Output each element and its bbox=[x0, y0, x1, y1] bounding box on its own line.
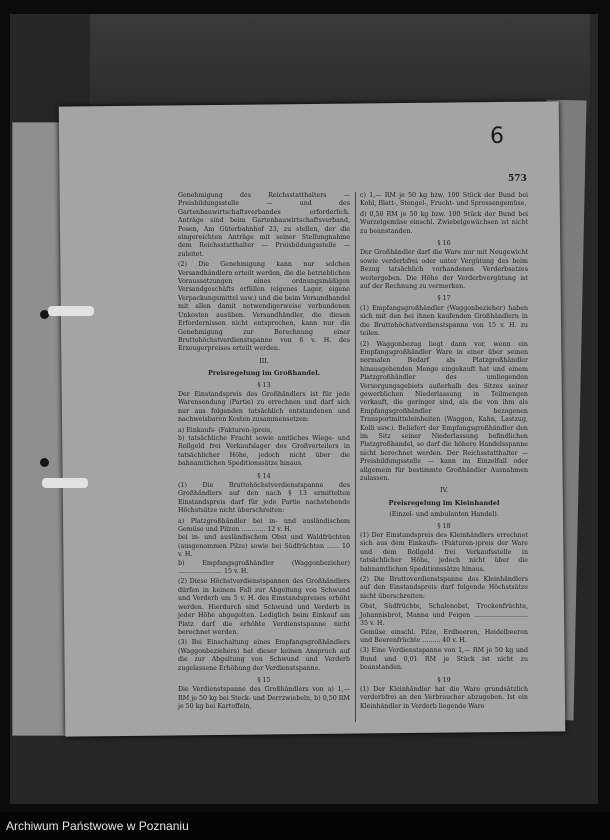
column-divider bbox=[355, 192, 356, 722]
right-column bbox=[360, 192, 528, 713]
paragraph-heading: § 17 bbox=[437, 294, 451, 303]
list bbox=[360, 603, 528, 645]
paragraph-heading: § 13 bbox=[257, 380, 271, 389]
paragraph-heading: § 18 bbox=[437, 521, 451, 530]
section-subtitle: (Einzel- und ambulanten Handel). bbox=[389, 510, 499, 519]
paragraph: (2) Diese Höchstverdienstspannen des Großhändlers dürfen in keinem Fall zur Abgeltung von Schwund und Verderb um 5 v. H. des Einstandspreises erhöht werden. Hierdurch sind Schwund und Verderb in jeder Höhe abgegolten. Lediglich beim Einkauf am Platz darf die erhöhte Verdienstspanne nicht berechnet werden. bbox=[178, 578, 350, 636]
paragraph: c) 1,— RM je 50 kg bzw. 100 Stück der Bund bei Kohl, Blatt-, Stengel-, Frucht- und Sprossengemüse, bbox=[360, 192, 528, 208]
paragraph: Die Verdienstspanne des Großhändlers von a) 1,— RM je 50 kg bei Steck- und Derrzwiebeln, b) 0,50 RM je 50 kg bei Kartoffeln, bbox=[178, 686, 350, 711]
paragraph-heading: § 14 bbox=[257, 471, 271, 480]
list-item: a) Einkaufs- (Fakturen-)preis, bbox=[178, 426, 273, 434]
archive-credit: Archiwum Państwowe w Poznaniu bbox=[6, 819, 189, 833]
paragraph: Der Großhändler darf die Ware nur mit Neugewicht sowie verderbfrei oder unter Vergütung des beim Bezug tatsächlich vorhandenen Verderbsatzes weitergeben. Die Höhe der Verderbvergütung ist auf der Rechnung zu vermerken. bbox=[360, 249, 528, 291]
archive-footer bbox=[0, 812, 610, 840]
left-column bbox=[178, 192, 350, 714]
paragraph: (2) Waggonbezug liegt dann vor, wenn ein Empfangsgroßhändler Ware in einer über seinen normalen Bedarf als Platzgroßhändler hinausgehenden Menge eingekauft hat und einem Platzgroßhändler des umliegenden Versorgungsgebiets außerhalb des Sitzes seiner gewerblichen Niederlassung in Teilmengen verkauft, die geringer sind, als die von ihm als Empfangsgroßhändler bezogenen Transportmitteleinheiten (Waggon, Kahn, Lastzug, Kolli usw.). Beliefert der Empfangsgroßhändler den im Sitz seiner Niederlassung befindlichen Platzgroßhandel, so darf die höhere Handelsspanne nicht berechnet werden. Der Reichsstatthalter — Preisbildungsstelle — kann im Einzelfall oder allgemein für bestimmte Großhändler Ausnahmen zulassen. bbox=[360, 340, 528, 482]
paragraph: Der Einstandspreis des Großhändlers ist für jede Warensendung (Partie) zu errechnen und darf sich nur aus folgenden tatsächlich entstandenen und nachweisbaren Kosten zusammensetzen: bbox=[178, 390, 350, 424]
binder-hole-icon bbox=[40, 458, 49, 467]
paragraph-heading: § 15 bbox=[257, 675, 271, 684]
list bbox=[178, 427, 350, 469]
paragraph: (3) Eine Verdienstspanne von 1,— RM je 50 kg und Bund und 0,01 RM je Stück ist nicht zu beanstanden. bbox=[360, 647, 528, 672]
paragraph: (2) Die Genehmigung kann nur solchen Versandhändlern erteilt werden, die die betrieblichen Voraussetzungen eines ordnungsmäßigen Versandgeschäfts erfüllen (eigenes Lager, eigene Verpackungsmittel usw.) und die beim Versandhandel mit allen damit notwendigerweise verbundenen Unkosten ausüben. Versandhändler, die diesen Erfordernissen nicht entsprechen, kann nur die Genehmigung zur Berechnung einer Bruttohöchstverdienstspanne von 6 v. H. des Erzeugerpreises erteilt werden. bbox=[178, 261, 350, 353]
paragraph: Genehmigung des Reichsstatthalters — Preisbildungsstelle — und des Gartenbauwirtschaftsverbandes erforderlich. Anträge sind beim Gartenbauwirtschaftsverband, Posen, Am Güterbahnhof 23, zu stellen, der die eingereichten Anträge mit seiner Stellungnahme dem Reichsstatthalter — Preisbildungsstelle — zuleitet. bbox=[178, 192, 350, 258]
list-item: Gemüse einschl. Pilze, Erdbeeren, Heidelbeeren und Beerenfrüchte ......... 40 v. H. bbox=[360, 628, 528, 644]
binder-clip-bottom-icon bbox=[42, 478, 88, 488]
list bbox=[178, 518, 350, 577]
paragraph: (1) Der Kleinhändler hat die Ware grundsätzlich verderbfrei an den Verbraucher abzugeben. Ist ein Kleinhändler in Verderb liegende Ware bbox=[360, 685, 528, 710]
list-item: Obst, Südfrüchte, Schalenobst, Trockenfrüchte, Johannisbrot, Manna und Feigen ........................... 35 v. H. bbox=[360, 603, 528, 628]
section-number: III. bbox=[259, 356, 269, 365]
paragraph: (1) Empfangsgroßhändler (Waggonbezieher) haben sich mit den bei ihnen kaufenden Großhändlern in die Bruttohöchstverdienstspanne von 15 v. H. zu teilen. bbox=[360, 304, 528, 338]
paragraph: (1) Der Einstandspreis des Kleinhändlers errechnet sich aus dem Einkaufs- (Fakturen-)preis der Ware und dem Rollgeld frei Verkaufsstelle in tatsächlicher Höhe, jedoch nicht über die bahnamtlichen Speditionssätze hinaus. bbox=[360, 532, 528, 573]
section-number: IV. bbox=[439, 486, 449, 495]
list-item: a) Platzgroßhändler bei in- und ausländischem Gemüse und Pilzen ............ 12 v. H. bbox=[178, 517, 350, 534]
binder-clip-top-icon bbox=[48, 306, 94, 316]
paragraph: (1) Die Bruttohöchstverdienstspanne des Großhändlers auf den nach § 13 ermittelten Einstandspreis darf für jede Partie nachstehende Höchstsätze nicht überschreiten: bbox=[178, 482, 350, 515]
page-number: 573 bbox=[508, 174, 527, 184]
section-title: Preisregelung im Kleinhandel bbox=[388, 498, 500, 507]
list-item: b) tatsächliche Fracht sowie amtliches Wiege- und Rollgeld frei Verkaufslager des Großverteilers in tatsächlicher Höhe, jedoch nicht über die bahnamtlichen Speditionssätze hinaus. bbox=[178, 434, 350, 468]
paragraph: d) 0,50 RM je 50 kg bzw. 100 Stück der Bund bei Wurzelgemüse einschl. Zwiebelgewächsen ist nicht zu beanstanden. bbox=[360, 210, 528, 235]
paragraph-heading: § 16 bbox=[437, 239, 451, 248]
handwritten-page-mark: 6 bbox=[490, 124, 504, 149]
list-item: b) Empfangsgroßhändler (Waggonbezieher) ...................... 15 v. H. bbox=[178, 559, 350, 576]
paragraph-heading: § 19 bbox=[437, 675, 451, 684]
paragraph: (2) Die Bruttoverdienstspanne des Kleinhändlers auf den Einstandspreis darf folgende Höchstsätze nicht überschreiten: bbox=[360, 576, 528, 600]
list-item: bei in- und ausländischem Obst und Waldfrüchten (ausgenommen Pilze) sowie bei Südfrüchten ...... 10 v. H. bbox=[178, 534, 350, 559]
paragraph: (3) Bei Einschaltung eines Empfangsgroßhändlers (Waggonbeziehers) hat dieser keinen Anspruch auf die zur Abgeltung von Schwund und Verderb zugelassene Erhöhung der Verdienstspanne. bbox=[178, 639, 350, 672]
section-title: Preisregelung im Großhandel. bbox=[207, 369, 321, 378]
